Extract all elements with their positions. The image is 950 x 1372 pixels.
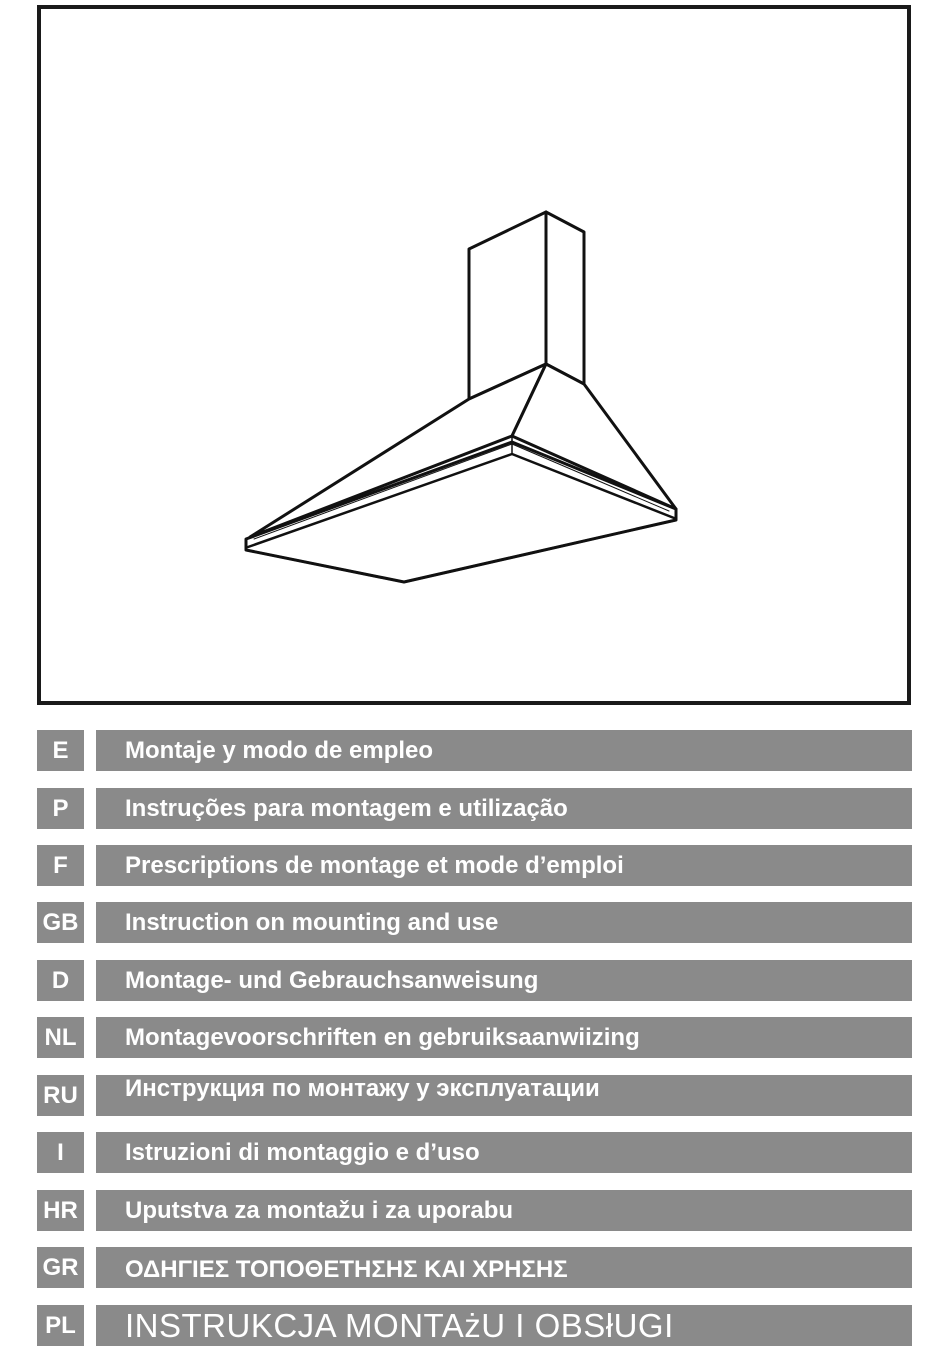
language-row-f <box>37 845 912 886</box>
language-row-gb <box>37 902 912 943</box>
language-code-badge: E <box>37 730 84 771</box>
language-code-badge: F <box>37 845 84 886</box>
language-row-gr <box>37 1247 912 1288</box>
language-title: Instruções para montagem e utilização <box>125 795 568 822</box>
language-title-bar <box>96 730 912 771</box>
language-code-badge: GB <box>37 902 84 943</box>
language-title: INSTRUKCJA MONTAżU I OBSłUGI <box>125 1307 674 1344</box>
language-title: Prescriptions de montage et mode d’emploi <box>125 852 624 879</box>
language-title: Montage- und Gebrauchsanweisung <box>125 967 539 994</box>
language-title-bar <box>96 1305 912 1346</box>
language-title-bar <box>96 1190 912 1231</box>
language-title-bar <box>96 1075 912 1116</box>
language-row-nl <box>37 1017 912 1058</box>
language-title-bar <box>96 902 912 943</box>
language-row-p <box>37 788 912 829</box>
product-illustration-frame <box>37 5 911 705</box>
language-code-badge: NL <box>37 1017 84 1058</box>
language-title: Инструкция по монтажу у эксплуатации <box>125 1075 600 1102</box>
language-row-i <box>37 1132 912 1173</box>
language-code-badge: HR <box>37 1190 84 1231</box>
language-title: Istruzioni di montaggio e d’uso <box>125 1139 480 1166</box>
language-title-bar <box>96 1017 912 1058</box>
language-title: Instruction on mounting and use <box>125 909 499 936</box>
language-code-badge: D <box>37 960 84 1001</box>
language-row-hr <box>37 1190 912 1231</box>
language-title-bar <box>96 1247 912 1288</box>
language-row-e <box>37 730 912 771</box>
language-row-ru <box>37 1075 912 1116</box>
language-title: Montagevoorschriften en gebruiksaanwiizing <box>125 1024 640 1051</box>
language-title: ΟΔΗΓΙΕΣ ΤΟΠΟΘΕΤΗΣΗΣ ΚΑΙ ΧΡΗΣΗΣ <box>125 1256 568 1283</box>
language-title-bar <box>96 1132 912 1173</box>
language-code-badge: I <box>37 1132 84 1173</box>
language-title-bar <box>96 960 912 1001</box>
language-title-bar <box>96 788 912 829</box>
chimney-hood-drawing <box>4 4 950 724</box>
language-code-badge: PL <box>37 1305 84 1346</box>
language-title-bar <box>96 845 912 886</box>
language-row-d <box>37 960 912 1001</box>
chimney-side-face <box>546 212 584 384</box>
language-code-badge: GR <box>37 1247 84 1288</box>
language-title: Uputstva za montažu i za uporabu <box>125 1197 514 1224</box>
language-code-badge: RU <box>37 1075 84 1116</box>
language-code-badge: P <box>37 788 84 829</box>
language-row-pl <box>37 1305 912 1346</box>
language-title: Montaje y modo de empleo <box>125 737 434 764</box>
